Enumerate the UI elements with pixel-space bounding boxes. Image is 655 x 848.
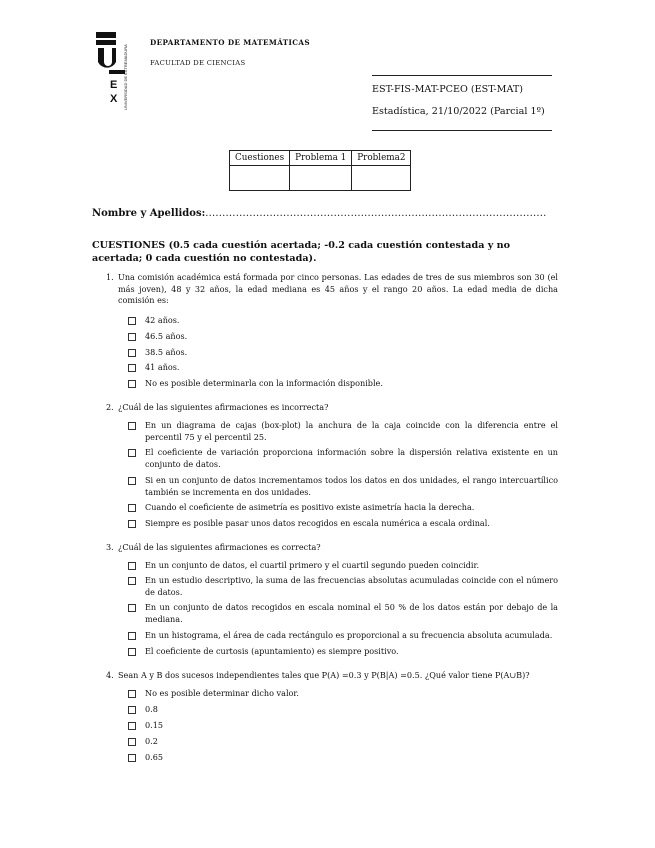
checkbox[interactable] — [128, 504, 136, 512]
option-2e[interactable]: Siempre es posible pasar unos datos recogidos en escala numérica a escala ordinal. — [128, 518, 558, 530]
score-cell-cuestiones[interactable] — [230, 166, 290, 191]
option-3e[interactable]: El coeficiente de curtosis (apuntamiento) es siempre positivo. — [128, 646, 558, 658]
score-table-header: Cuestiones — [230, 151, 290, 166]
checkbox[interactable] — [128, 380, 136, 388]
question-3 — [106, 542, 558, 554]
question-1 — [106, 272, 558, 307]
option-3a[interactable]: En un conjunto de datos, el cuartil primero y el cuartil segundo pueden coincidir. — [128, 560, 558, 572]
question-4 — [106, 670, 558, 682]
option-3c[interactable]: En un conjunto de datos recogidos en escala nominal el 50 % de los datos están por debajo de la mediana. — [128, 602, 558, 625]
option-2a[interactable]: En un diagrama de cajas (box-plot) la anchura de la caja coincide con la diferencia entre el percentil 75 y el percentil 25. — [128, 420, 558, 443]
checkbox[interactable] — [128, 738, 136, 746]
score-table-header: Problema2 — [352, 151, 411, 166]
option-1d[interactable]: 41 años. — [128, 362, 558, 374]
question-text: Sean A y B dos sucesos independientes tales que P(A) =0.3 y P(B|A) =0.5. ¿Qué valor tiene P(A∪B)? — [118, 670, 530, 680]
checkbox[interactable] — [128, 632, 136, 640]
option-2d[interactable]: Cuando el coeficiente de asimetría es positivo existe asimetría hacia la derecha. — [128, 502, 558, 514]
option-4b[interactable]: 0.8 — [128, 704, 558, 716]
checkbox[interactable] — [128, 577, 136, 585]
question-text: ¿Cuál de las siguientes afirmaciones es correcta? — [118, 542, 321, 552]
question-number: 2. — [106, 402, 114, 412]
question-text: Una comisión académica está formada por cinco personas. Las edades de tres de sus miembros son 30 (el más joven), 48 y 32 años, la edad mediana es 45 años y el rango 20 años. La edad media de dicha comisión es: — [118, 272, 558, 305]
svg-text:E: E — [110, 79, 118, 91]
option-1b[interactable]: 46.5 años. — [128, 331, 558, 343]
option-4e[interactable]: 0.65 — [128, 752, 558, 764]
question-number: 4. — [106, 670, 114, 680]
course-code: EST-FIS-MAT-PCEO (EST-MAT) — [372, 84, 524, 95]
checkbox[interactable] — [128, 317, 136, 325]
name-dots: ..................................................................................................... — [205, 208, 547, 219]
option-1c[interactable]: 38.5 años. — [128, 347, 558, 359]
svg-text:X: X — [110, 93, 118, 105]
checkbox[interactable] — [128, 722, 136, 730]
checkbox[interactable] — [128, 604, 136, 612]
checkbox[interactable] — [128, 562, 136, 570]
name-field[interactable] — [92, 208, 547, 219]
checkbox[interactable] — [128, 706, 136, 714]
option-2c[interactable]: Si en un conjunto de datos incrementamos todos los datos en dos unidades, el rango intercuartílico también se incrementa en dos unidades. — [128, 475, 558, 498]
faculty-name: FACULTAD DE CIENCIAS — [150, 59, 246, 67]
checkbox[interactable] — [128, 333, 136, 341]
option-4d[interactable]: 0.2 — [128, 736, 558, 748]
header-rule-top — [372, 75, 552, 76]
checkbox[interactable] — [128, 520, 136, 528]
university-logo — [96, 28, 130, 112]
checkbox[interactable] — [128, 364, 136, 372]
checkbox[interactable] — [128, 349, 136, 357]
option-2b[interactable]: El coeficiente de variación proporciona información sobre la dispersión relativa existente en un conjunto de datos. — [128, 447, 558, 470]
question-number: 3. — [106, 542, 114, 552]
option-4a[interactable]: No es posible determinar dicho valor. — [128, 688, 558, 700]
option-3b[interactable]: En un estudio descriptivo, la suma de las frecuencias absolutas acumuladas coincide con el número de datos. — [128, 575, 558, 598]
name-label: Nombre y Apellidos: — [92, 208, 206, 219]
question-text: ¿Cuál de las siguientes afirmaciones es incorrecta? — [118, 402, 329, 412]
question-number: 1. — [106, 272, 114, 282]
score-cell-problema1[interactable] — [290, 166, 352, 191]
department-name: DEPARTAMENTO DE MATEMÁTICAS — [150, 38, 310, 47]
question-2 — [106, 402, 558, 414]
logo-vertical-text: UNIVERSIDAD DE EXTREMADURA — [123, 44, 128, 110]
header-rule-bottom — [372, 130, 552, 131]
exam-date-line: Estadística, 21/10/2022 (Parcial 1º) — [372, 106, 545, 117]
score-table-header: Problema 1 — [290, 151, 352, 166]
score-cell-problema2[interactable] — [352, 166, 411, 191]
score-table — [229, 150, 411, 191]
checkbox[interactable] — [128, 422, 136, 430]
university-logo-icon — [96, 28, 130, 112]
checkbox[interactable] — [128, 754, 136, 762]
checkbox[interactable] — [128, 690, 136, 698]
section-title: CUESTIONES (0.5 cada cuestión acertada; -0.2 cada cuestión contestada y no acertada; 0 cada cuestión no contestada). — [92, 240, 511, 264]
option-3d[interactable]: En un histograma, el área de cada rectángulo es proporcional a su frecuencia absoluta acumulada. — [128, 630, 558, 642]
option-1e[interactable]: No es posible determinarla con la información disponible. — [128, 378, 558, 390]
option-1a[interactable]: 42 años. — [128, 315, 558, 327]
checkbox[interactable] — [128, 648, 136, 656]
checkbox[interactable] — [128, 477, 136, 485]
checkbox[interactable] — [128, 449, 136, 457]
option-4c[interactable]: 0.15 — [128, 720, 558, 732]
